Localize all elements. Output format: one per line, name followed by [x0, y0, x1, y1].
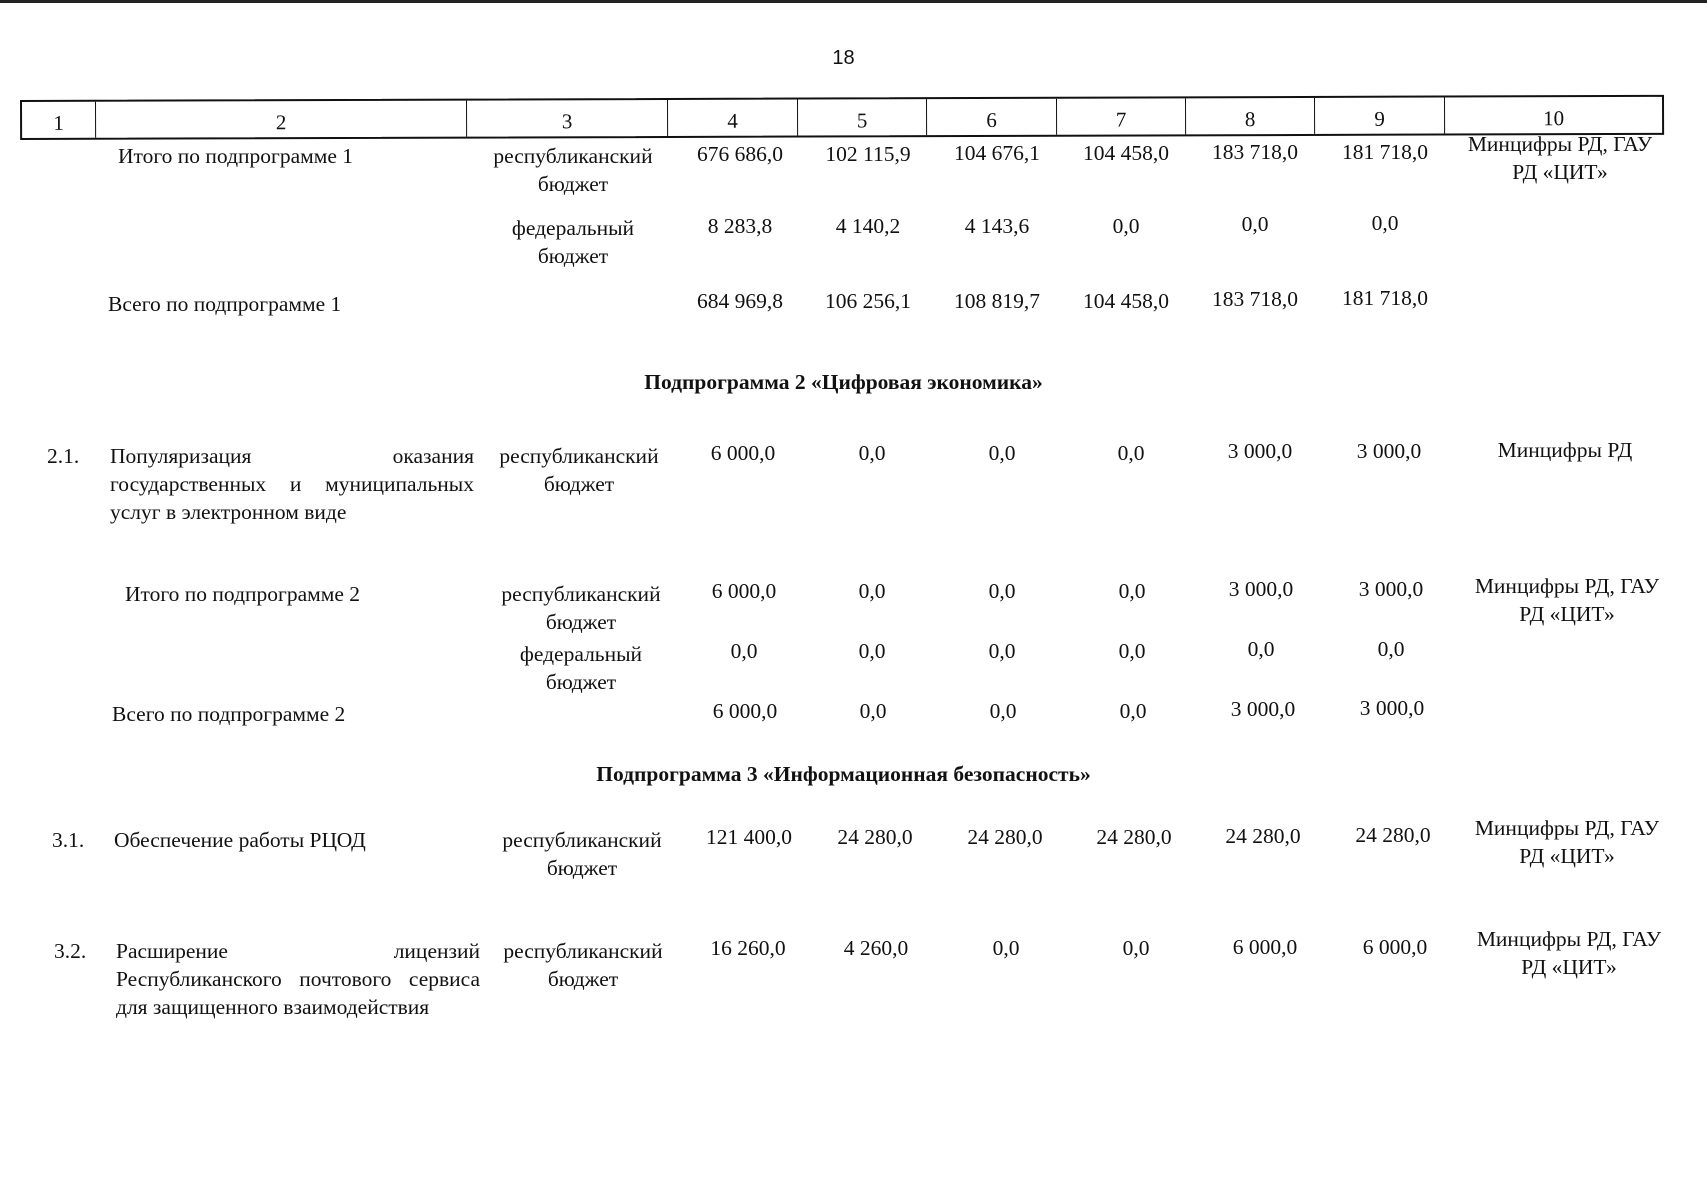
- value-col-7: 0,0: [1119, 699, 1147, 723]
- value-col-8: 3 000,0: [1228, 577, 1294, 601]
- value-col-9: 0,0: [1371, 211, 1399, 235]
- value-col-5: 106 256,1: [825, 289, 911, 313]
- source-label: республиканский бюджет: [502, 828, 662, 880]
- source-label: республиканский бюджет: [503, 939, 663, 991]
- responsible-label: Минцифры РД, ГАУ РД «ЦИТ»: [1476, 927, 1662, 979]
- value-col-4: 6 000,0: [710, 441, 776, 465]
- source-label: республиканский бюджет: [493, 144, 653, 196]
- value-col-9: 24 280,0: [1355, 823, 1431, 847]
- value-col-7: 104 458,0: [1083, 289, 1169, 313]
- row-label: Расширение лицензий Республиканского почтового сервиса для защищенного взаимодействия: [116, 939, 480, 1019]
- page-number: 18: [832, 47, 855, 69]
- value-col-8: 0,0: [1247, 637, 1275, 661]
- value-col-8: 183 718,0: [1212, 140, 1298, 164]
- header-col-2: 2: [96, 101, 467, 138]
- value-col-8: 3 000,0: [1227, 439, 1293, 463]
- value-col-5: 0,0: [859, 699, 887, 723]
- row-number: 3.2.: [54, 939, 87, 963]
- value-col-6: 4 143,6: [964, 214, 1030, 238]
- source-label: федеральный бюджет: [511, 216, 635, 268]
- subprogram-2-title: Подпрограмма 2 «Цифровая экономика»: [644, 370, 1043, 394]
- value-col-4: 6 000,0: [712, 699, 778, 723]
- value-col-4: 121 400,0: [706, 825, 792, 849]
- row-label: Итого по подпрограмме 2: [125, 582, 360, 606]
- value-col-6: 104 676,1: [954, 141, 1040, 165]
- header-col-6: 6: [927, 99, 1057, 135]
- value-col-9: 181 718,0: [1342, 286, 1428, 310]
- value-col-9: 181 718,0: [1342, 140, 1428, 164]
- value-col-4: 676 686,0: [697, 142, 783, 166]
- value-col-7: 0,0: [1122, 936, 1150, 960]
- value-col-9: 0,0: [1377, 637, 1405, 661]
- value-col-6: 0,0: [992, 936, 1020, 960]
- header-col-7: 7: [1057, 98, 1186, 134]
- value-col-6: 0,0: [988, 579, 1016, 603]
- value-col-8: 0,0: [1241, 212, 1269, 236]
- value-col-8: 3 000,0: [1230, 697, 1296, 721]
- row-number: 2.1.: [47, 444, 80, 468]
- row-label: Всего по подпрограмме 2: [112, 702, 346, 726]
- value-col-9: 3 000,0: [1356, 439, 1422, 463]
- value-col-6: 24 280,0: [967, 825, 1043, 849]
- header-col-1: 1: [22, 102, 96, 138]
- responsible-label: Минцифры РД, ГАУ РД «ЦИТ»: [1474, 574, 1660, 626]
- row-label: Итого по подпрограмме 1: [118, 144, 353, 168]
- value-col-5: 4 260,0: [843, 936, 909, 960]
- value-col-4: 6 000,0: [711, 579, 777, 603]
- value-col-6: 108 819,7: [954, 289, 1040, 313]
- value-col-7: 24 280,0: [1096, 825, 1172, 849]
- value-col-7: 0,0: [1117, 441, 1145, 465]
- row-label: Популяризация оказания государственных и муниципальных услуг в электронном виде: [110, 444, 474, 524]
- value-col-4: 8 283,8: [707, 214, 773, 238]
- value-col-7: 0,0: [1118, 639, 1146, 663]
- responsible-label: Минцифры РД, ГАУ РД «ЦИТ»: [1467, 132, 1653, 184]
- value-col-4: 0,0: [730, 639, 758, 663]
- value-col-9: 3 000,0: [1358, 577, 1424, 601]
- header-col-3: 3: [467, 100, 668, 137]
- header-col-4: 4: [668, 100, 798, 136]
- value-col-7: 104 458,0: [1083, 141, 1169, 165]
- value-col-6: 0,0: [988, 441, 1016, 465]
- value-col-5: 4 140,2: [835, 214, 901, 238]
- value-col-8: 183 718,0: [1212, 287, 1298, 311]
- value-col-4: 684 969,8: [697, 289, 783, 313]
- value-col-7: 0,0: [1112, 214, 1140, 238]
- value-col-5: 0,0: [858, 639, 886, 663]
- header-col-10: 10: [1543, 105, 1565, 130]
- value-col-6: 0,0: [988, 639, 1016, 663]
- value-col-5: 102 115,9: [825, 142, 911, 166]
- responsible-label: Минцифры РД: [1497, 438, 1633, 462]
- row-number: 3.1.: [52, 828, 85, 852]
- header-col-5: 5: [798, 99, 927, 135]
- value-col-8: 6 000,0: [1232, 935, 1298, 959]
- value-col-5: 0,0: [858, 579, 886, 603]
- responsible-label: Минцифры РД, ГАУ РД «ЦИТ»: [1474, 816, 1660, 868]
- value-col-8: 24 280,0: [1225, 824, 1301, 848]
- row-label: Обеспечение работы РЦОД: [114, 828, 366, 852]
- source-label: республиканский бюджет: [499, 444, 659, 496]
- value-col-5: 24 280,0: [837, 825, 913, 849]
- value-col-9: 3 000,0: [1359, 696, 1425, 720]
- value-col-6: 0,0: [989, 699, 1017, 723]
- source-label: федеральный бюджет: [519, 642, 643, 694]
- header-col-9: 9: [1315, 98, 1445, 134]
- subprogram-3-title: Подпрограмма 3 «Информационная безопасность»: [596, 762, 1091, 786]
- header-col-8: 8: [1186, 98, 1315, 134]
- source-label: республиканский бюджет: [501, 582, 661, 634]
- value-col-4: 16 260,0: [710, 936, 786, 960]
- value-col-5: 0,0: [858, 441, 886, 465]
- value-col-7: 0,0: [1118, 579, 1146, 603]
- value-col-9: 6 000,0: [1362, 935, 1428, 959]
- row-label: Всего по подпрограмме 1: [108, 292, 342, 316]
